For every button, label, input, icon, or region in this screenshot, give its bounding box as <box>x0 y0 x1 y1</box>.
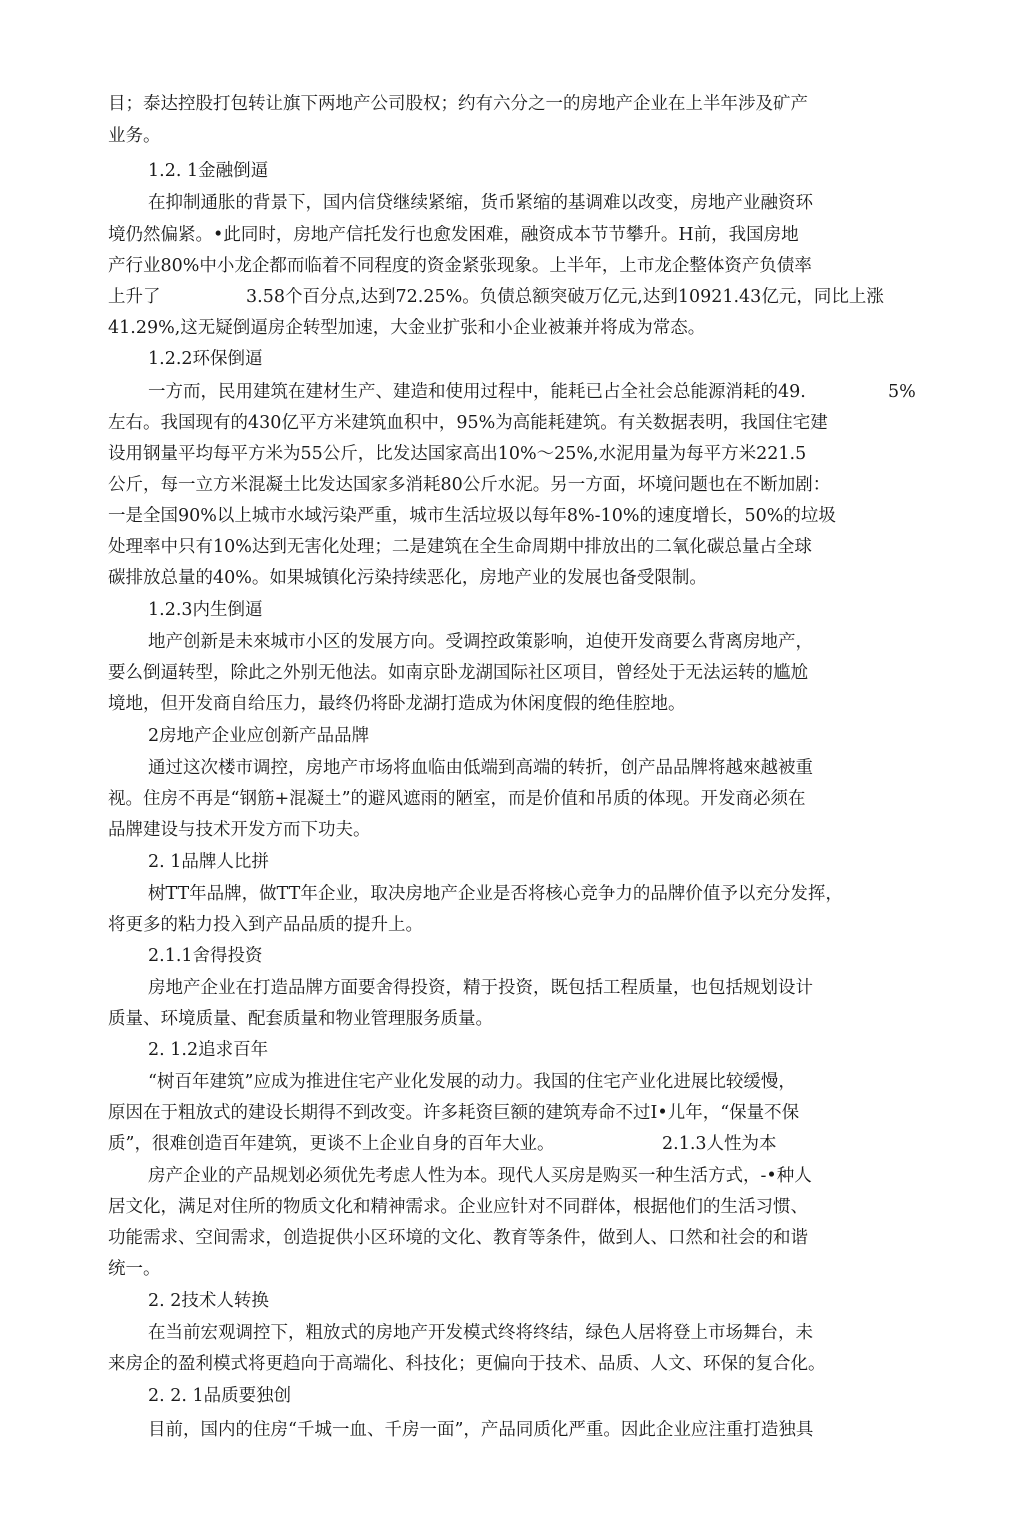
text-line: 将更多的粘力投入到产品品质的提升上。 <box>108 915 423 935</box>
text-line: 左右。我国现有的430亿平方米建筑血积中，95%为高能耗建筑。有关数据表明，我国住宅建 <box>108 413 828 433</box>
text-line: 在抑制通胀的背景下，国内信贷继续紧缩，货币紧缩的基调难以改变，房地产业融资环 <box>148 193 813 213</box>
text-line: 境仍然偏紧。•此同时，房地产信托发行也愈发困难，融资成本节节攀升。H前，我国房地 <box>108 225 799 245</box>
section-heading: 2.1.1舍得投资 <box>148 946 263 966</box>
text-line: 境地，但开发商自给压力，最终仍将卧龙湖打造成为休闲度假的绝佳腔地。 <box>108 694 686 714</box>
text-line: 原因在于粗放式的建设长期得不到改变。许多耗资巨额的建筑寿命不过I•儿年，“保量不保 <box>108 1103 800 1123</box>
text-line: “树百年建筑”应成为推进住宅产业化发展的动力。我国的住宅产业化进展比较缓慢， <box>148 1072 796 1092</box>
text-line: 房产企业的产品规划必须优先考虑人性为本。现代人买房是购买一种生活方式，-•种人 <box>148 1166 812 1186</box>
text-line: 树TT年品牌，做TT年企业，取决房地产企业是否将核心竞争力的品牌价值予以充分发挥， <box>148 884 843 904</box>
text-line: 业务。 <box>108 126 161 146</box>
text-line: 3.58个百分点,达到72.25%。负债总额突破万亿元,达到10921.43亿元，同比上涨 <box>246 287 884 307</box>
section-heading: 2.1.3人性为本 <box>662 1134 777 1154</box>
text-line: 功能需求、空间需求，创造捉供小区环境的文化、教育等条件，做到人、口然和社会的和谐 <box>108 1228 808 1248</box>
text-line: 在当前宏观调控下，粗放式的房地产开发模式终将终结，绿色人居将登上市场舞台，未 <box>148 1323 813 1343</box>
section-heading: 1.2.2环保倒逼 <box>148 349 263 369</box>
text-line: 处理率中只有10%达到无害化处理；二是建筑在全生命周期中排放出的二氧化碳总量占全球 <box>108 537 812 557</box>
text-line: 5% <box>888 382 916 402</box>
text-line: 上升了 <box>108 287 161 307</box>
text-line: 41.29%,这无疑倒逼房企转型加速，大金业扩张和小企业被兼并将成为常态。 <box>108 318 706 338</box>
text-line: 居文化，满足对住所的物质文化和精神需求。企业应针对不同群体，根据他们的生活习惯、 <box>108 1197 808 1217</box>
text-line: 来房企的盈利模式将更趋向于高端化、科技化；更偏向于技术、品质、人文、环保的复合化。 <box>108 1354 826 1374</box>
section-heading: 2房地产企业应创新产品品牌 <box>148 726 370 746</box>
section-heading: 2. 1.2追求百年 <box>148 1040 269 1060</box>
text-line: 质量、环境质量、配套质量和物业管理服务质量。 <box>108 1009 493 1029</box>
text-line: 产行业80%中小龙企都而临着不同程度的资金紧张现象。上半年，上市龙企整体资产负债率 <box>108 256 812 276</box>
text-line: 公斤，每一立方米混凝土比发达国家多消耗80公斤水泥。另一方面，坏境问题也在不断加剧： <box>108 475 831 495</box>
text-line: 一方而，民用建筑在建材生产、建造和使用过程中，能耗已占全社会总能源消耗的49. <box>148 382 806 402</box>
text-line: 通过这次楼市调控，房地产市场将血临由低端到高端的转折，创产品品牌将越來越被重 <box>148 758 813 778</box>
text-line: 目前，国内的住房“千城一血、千房一面”，产品同质化严重。因此企业应注重打造独具 <box>148 1420 814 1440</box>
section-heading: 2. 2. 1品质要独创 <box>148 1386 292 1406</box>
text-line: 房地产企业在打造品牌方面要舍得投资，精于投资，既包括工程质量，也包括规划设计 <box>148 978 813 998</box>
text-line: 一是全国90%以上城市水域污染严重，城市生活垃圾以每年8%-10%的速度增长，50%的垃圾 <box>108 506 836 526</box>
text-line: 地产创新是未來城市小区的发展方向。受调控政策影响，迫使开发商要么背离房地产， <box>148 632 813 652</box>
text-line: 碳排放总量的40%。如果城镇化污染持续恶化，房地产业的发展也备受限制。 <box>108 568 707 588</box>
section-heading: 2. 1品牌人比拼 <box>148 852 269 872</box>
section-heading: 1.2.3内生倒逼 <box>148 600 263 620</box>
text-line: 要么倒逼转型，除此之外别无他法。如南京卧龙湖国际社区项目，曾经处于无法运转的尴尬 <box>108 663 808 683</box>
text-line: 设用钢量平均每平方米为55公斤，比发达国家高出10%〜25%,水泥用量为每平方米221.5 <box>108 444 807 464</box>
text-line: 目；泰达控股打包转让旗下两地产公司股权；约有六分之一的房地产企业在上半年涉及矿产 <box>108 94 808 114</box>
text-line: 质”，很难创造百年建筑，更谈不上企业自身的百年大业。 <box>108 1134 555 1154</box>
text-line: 视。住房不再是“钢筋+混凝土”的避风遮雨的陋室，而是价值和吊质的体现。开发商必须在 <box>108 789 806 809</box>
text-line: 品牌建设与技术开发方而下功夫。 <box>108 820 371 840</box>
section-heading: 1.2. 1金融倒逼 <box>148 161 269 181</box>
text-line: 统一。 <box>108 1259 161 1279</box>
section-heading: 2. 2技术人转换 <box>148 1291 269 1311</box>
